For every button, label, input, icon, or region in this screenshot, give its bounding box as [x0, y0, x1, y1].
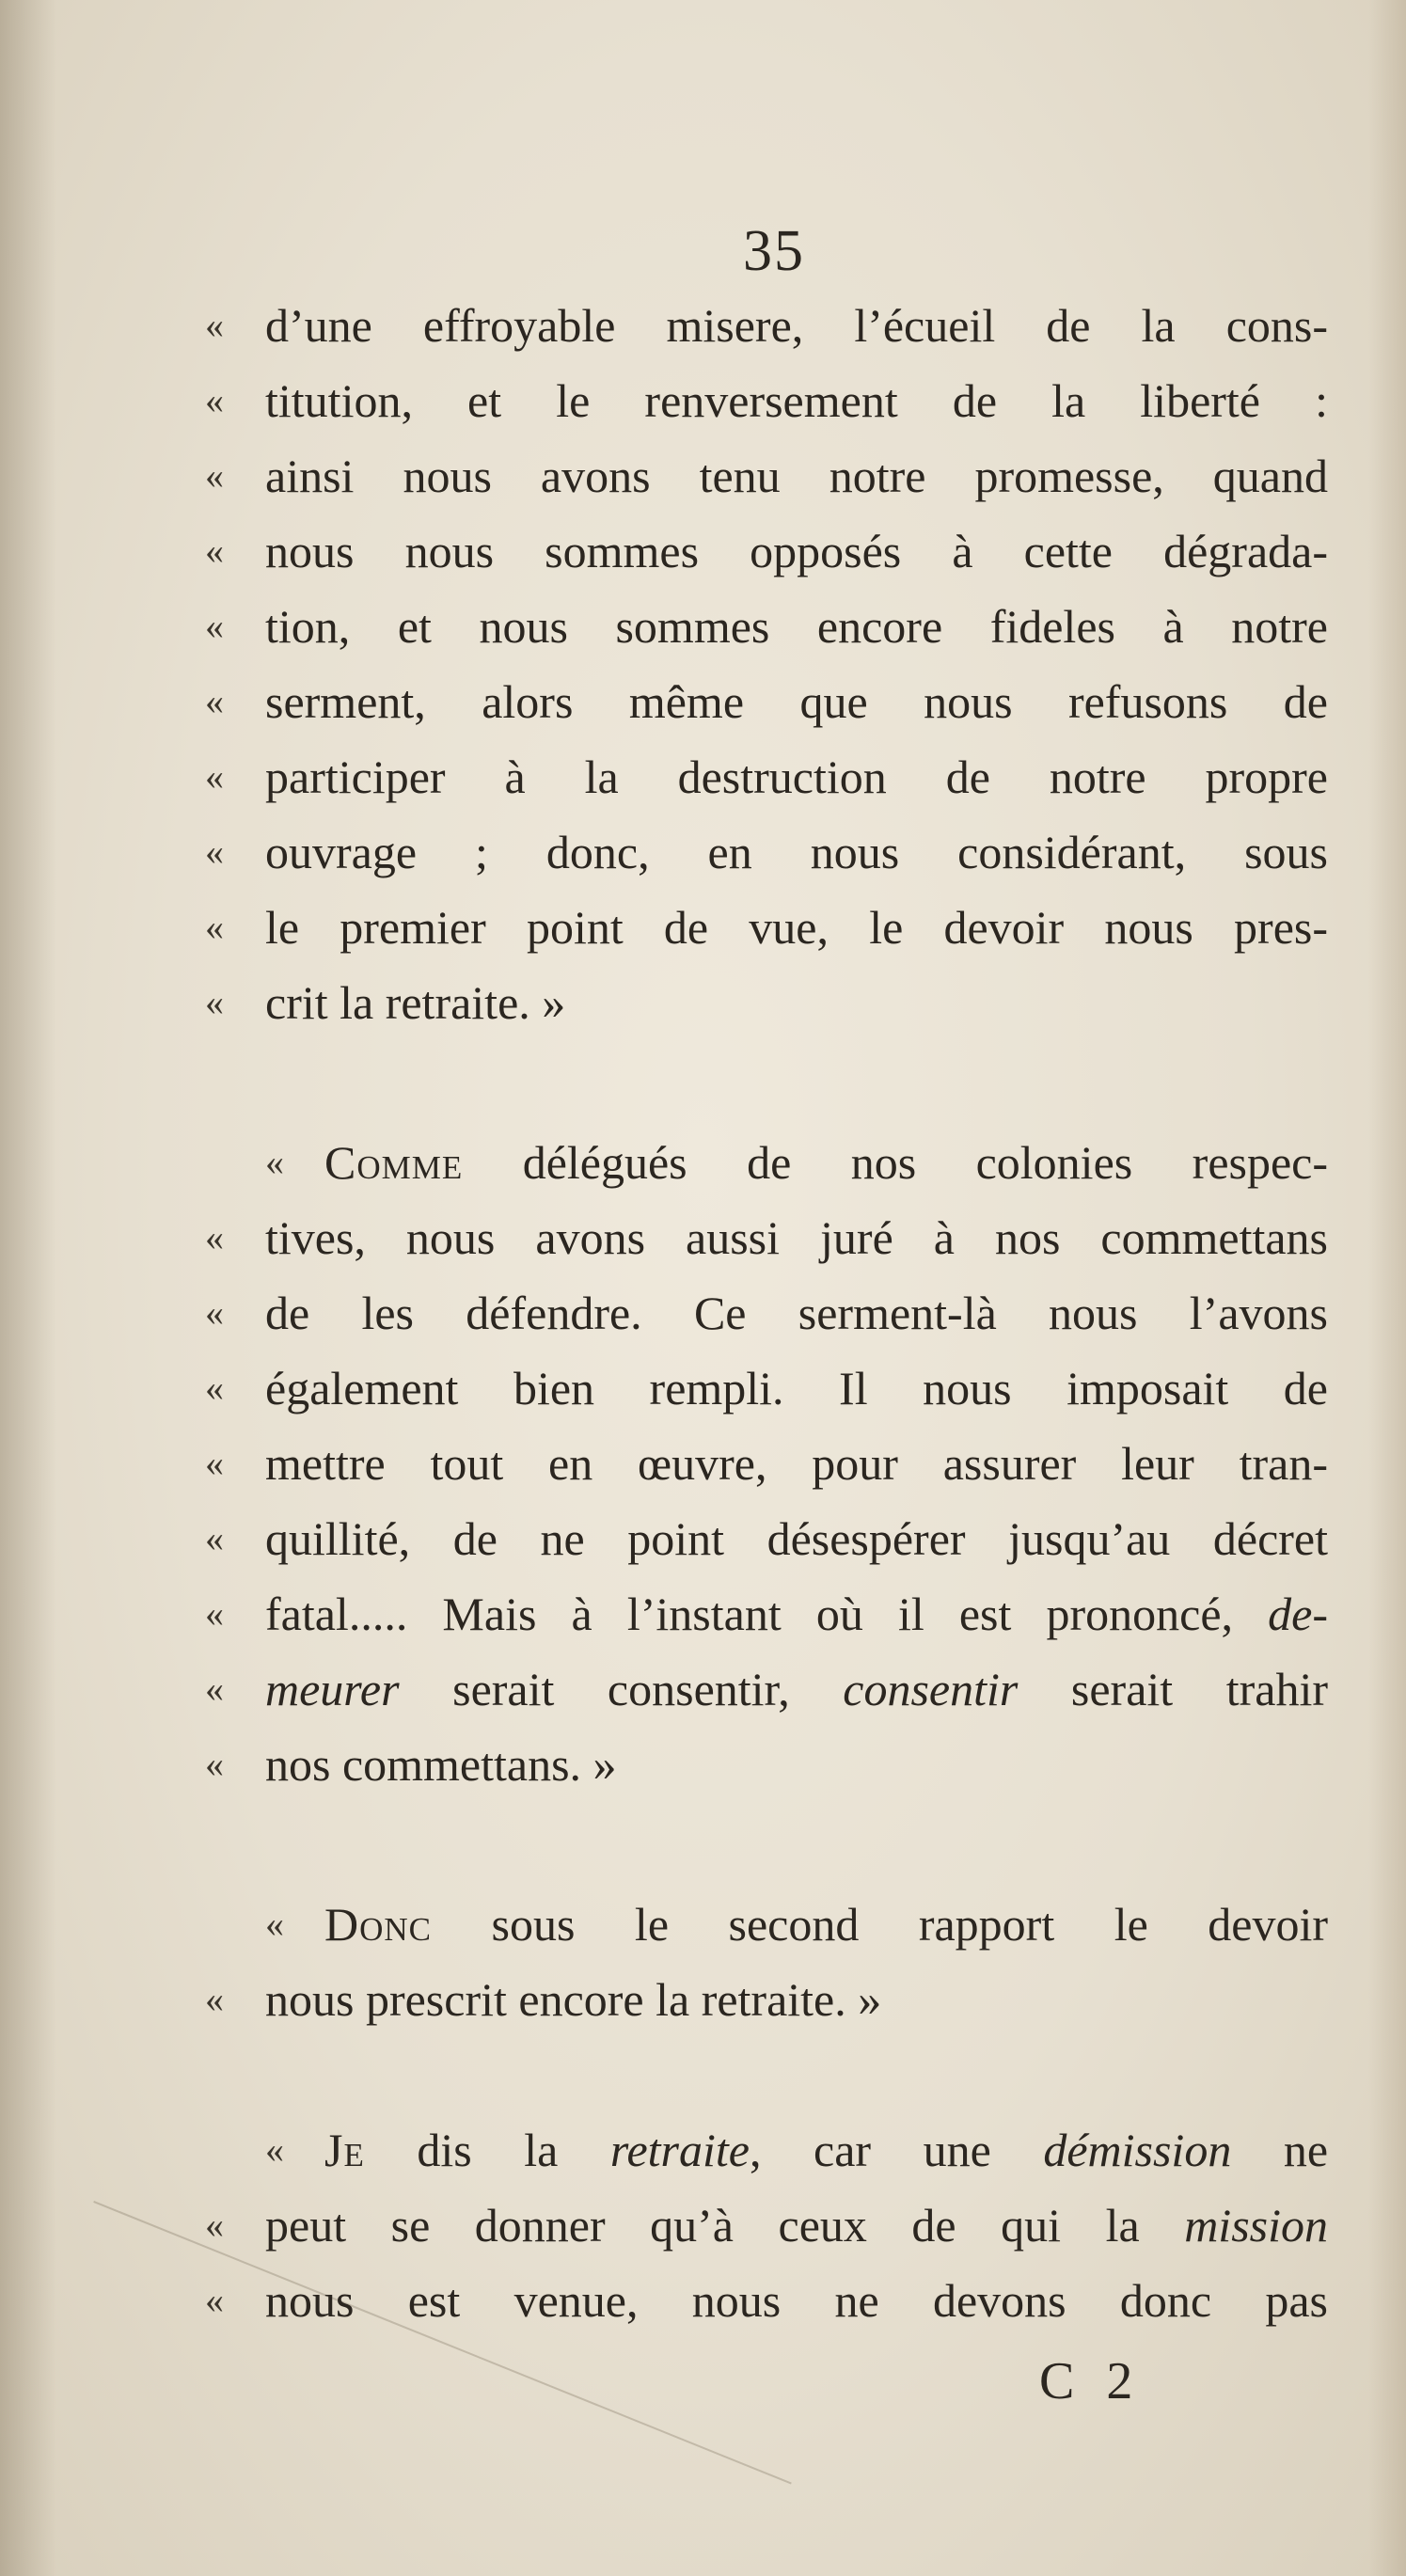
text-line	[0, 438, 1406, 514]
quote-mark: «	[205, 680, 224, 722]
italic-word: démission	[1043, 2124, 1232, 2176]
quote-mark: «	[205, 1517, 224, 1559]
line-text: ainsi nous avons tenu notre promesse, quand	[265, 450, 1328, 502]
text-line	[0, 2112, 1406, 2188]
text-line	[0, 288, 1406, 363]
italic-word: de-	[1268, 1588, 1328, 1640]
line-text: Donc sous le second rapport le devoir	[324, 1898, 1328, 1951]
line-text: mettre tout en œuvre, pour assurer leur tran-	[265, 1437, 1328, 1490]
quote-mark: «	[205, 1216, 224, 1258]
text-line	[0, 1962, 1406, 2037]
quote-mark: «	[205, 2204, 224, 2246]
line-text: crit la retraite. »	[265, 976, 566, 1029]
text-line	[0, 589, 1406, 664]
line-text: tion, et nous sommes encore fideles à notre	[265, 600, 1328, 653]
text-line	[0, 1275, 1406, 1351]
text-line	[0, 1351, 1406, 1426]
text-line	[0, 965, 1406, 1040]
quote-mark: «	[205, 755, 224, 798]
quote-mark: «	[205, 830, 224, 873]
line-text: nous nous sommes opposés à cette dégrada-	[265, 525, 1328, 577]
text-line	[0, 1125, 1406, 1200]
quote-mark: «	[205, 2279, 224, 2321]
line-text: peut se donner qu’à ceux de qui la mission	[265, 2199, 1328, 2252]
text-line	[0, 2188, 1406, 2263]
line-text: nous est venue, nous ne devons donc pas	[265, 2274, 1328, 2327]
line-text: serment, alors même que nous refusons de	[265, 675, 1328, 728]
quote-mark: «	[205, 1367, 224, 1409]
text-line	[0, 1651, 1406, 1727]
text-line	[0, 664, 1406, 739]
italic-word: consentir	[843, 1663, 1019, 1715]
small-caps-word: Je	[324, 2124, 365, 2176]
quote-mark: «	[205, 454, 224, 497]
quote-mark: «	[205, 1592, 224, 1635]
line-text: nous prescrit encore la retraite. »	[265, 1973, 882, 2026]
line-text: titution, et le renversement de la liberté :	[265, 374, 1328, 427]
small-caps-word: Comme	[324, 1136, 464, 1189]
quote-mark: «	[205, 1743, 224, 1785]
text-line	[0, 363, 1406, 438]
quote-mark: «	[265, 1141, 284, 1183]
quote-mark: «	[205, 981, 224, 1023]
quote-mark: «	[205, 605, 224, 647]
quote-mark: «	[205, 1978, 224, 2020]
line-text: de les défendre. Ce serment-là nous l’avons	[265, 1287, 1328, 1339]
italic-word: retraite	[609, 2124, 750, 2176]
line-text: participer à la destruction de notre propre	[265, 751, 1328, 803]
line-text: également bien rempli. Il nous imposait de	[265, 1362, 1328, 1414]
quote-mark: «	[205, 379, 224, 421]
line-text: meurer serait consentir, consentir serait trahir	[265, 1663, 1328, 1715]
quote-mark: «	[205, 1442, 224, 1484]
small-caps-word: Donc	[324, 1898, 433, 1951]
quote-mark: «	[205, 1291, 224, 1334]
line-text: Je dis la retraite, car une démission ne	[324, 2124, 1328, 2176]
text-line	[0, 1576, 1406, 1651]
quote-mark: «	[265, 1903, 284, 1945]
text-line	[0, 1501, 1406, 1576]
line-text: tives, nous avons aussi juré à nos commettans	[265, 1211, 1328, 1264]
quote-mark: «	[205, 1667, 224, 1710]
line-text: le premier point de vue, le devoir nous pres-	[265, 901, 1328, 954]
line-text: d’une effroyable misere, l’écueil de la cons-	[265, 299, 1328, 352]
line-text: Comme délégués de nos colonies respec-	[324, 1136, 1328, 1189]
text-line	[0, 514, 1406, 589]
page-number: 35	[743, 219, 805, 283]
text-line	[0, 814, 1406, 890]
italic-word: mission	[1184, 2199, 1328, 2252]
line-text: ouvrage ; donc, en nous considérant, sous	[265, 826, 1328, 878]
quote-mark: «	[205, 529, 224, 572]
signature-mark: C 2	[1039, 2352, 1143, 2410]
text-line	[0, 1200, 1406, 1275]
italic-word: meurer	[265, 1663, 400, 1715]
quote-mark: «	[265, 2128, 284, 2171]
text-line	[0, 890, 1406, 965]
line-text: nos commettans. »	[265, 1738, 617, 1791]
text-line	[0, 739, 1406, 814]
line-text: fatal..... Mais à l’instant où il est prononcé, de-	[265, 1588, 1328, 1640]
quote-mark: «	[205, 304, 224, 346]
text-line	[0, 2263, 1406, 2338]
text-line	[0, 1727, 1406, 1802]
quote-mark: «	[205, 906, 224, 948]
text-line	[0, 1426, 1406, 1501]
text-line	[0, 1887, 1406, 1962]
line-text: quillité, de ne point désespérer jusqu’au décret	[265, 1512, 1328, 1565]
